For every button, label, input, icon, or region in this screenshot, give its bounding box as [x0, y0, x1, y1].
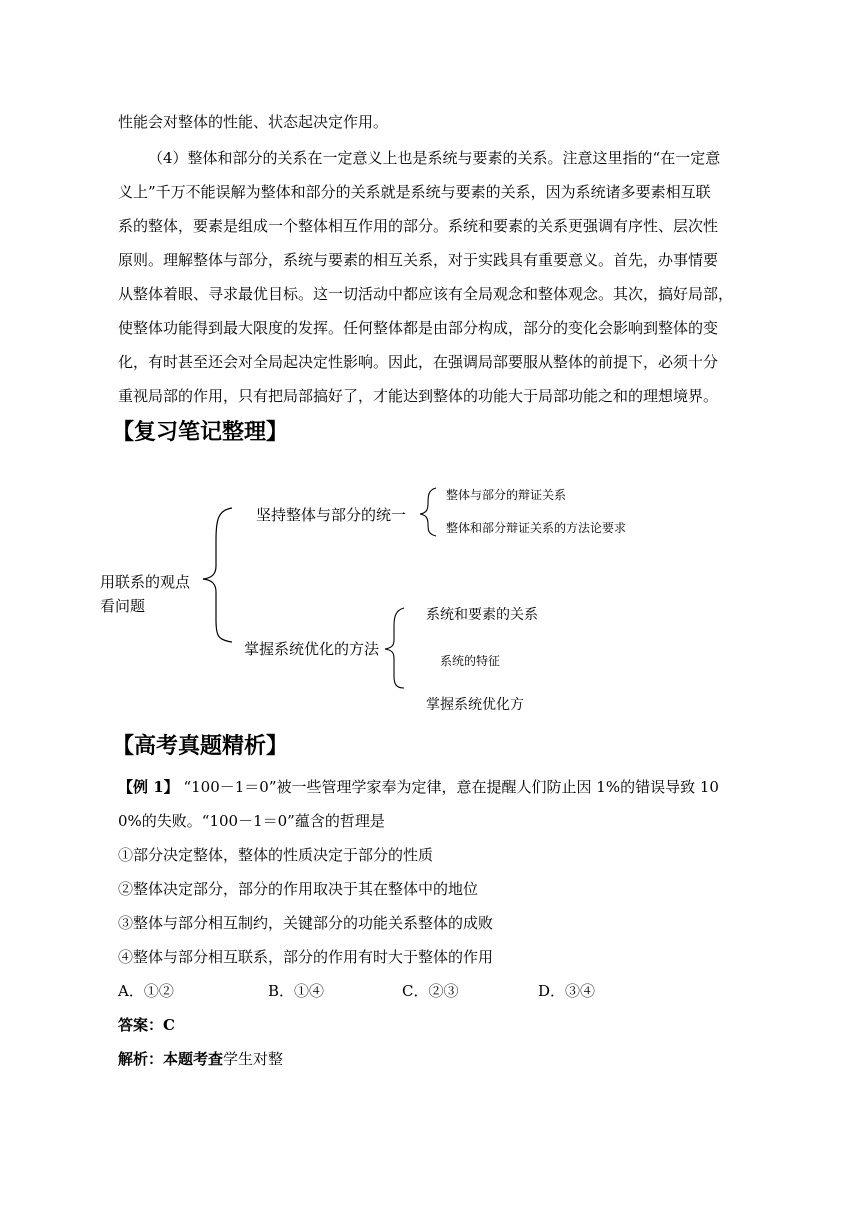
question-stem-line-1: [118, 777, 719, 797]
statement-item: ②整体决定部分，部分的作用取决于其在整体中的地位: [118, 880, 479, 898]
mindmap-leaf: 整体和部分辩证关系的方法论要求: [446, 521, 627, 535]
analysis-bold-text: 本题考查: [163, 1050, 224, 1068]
statement-item: ①部分决定整体，整体的性质决定于部分的性质: [118, 846, 434, 864]
paragraph-line: 使整体功能得到最大限度的发挥。任何整体都是由部分构成，部分的变化会影响到整体的变: [118, 319, 719, 337]
answer-value: C: [163, 1016, 175, 1034]
statement-item: ③整体与部分相互制约，关键部分的功能关系整体的成败: [118, 914, 494, 932]
section-title-exam: 【高考真题精析】: [112, 734, 289, 759]
option-b: B．①④: [268, 982, 325, 1000]
option-a: A．①②: [118, 982, 174, 1000]
stem-text: “100－1＝0”被一些管理学家奉为定律，意在提醒人们防止因 1%的错误导致 10: [183, 778, 719, 796]
statement-item: ④整体与部分相互联系，部分的作用有时大于整体的作用: [118, 948, 494, 966]
mindmap-branch-2: 掌握系统优化的方法: [244, 640, 380, 658]
question-stem-line-2: 0%的失败。“100－1＝0”蕴含的哲理是: [118, 812, 385, 830]
mindmap-leaf: 系统和要素的关系: [426, 607, 538, 623]
section-title-notes: 【复习笔记整理】: [112, 420, 289, 445]
continued-text-line: 性能会对整体的性能、状态起决定作用。: [118, 113, 389, 131]
paragraph-line: 化，有时甚至还会对全局起决定性影响。因此，在强调局部要服从整体的前提下，必须十分: [118, 353, 719, 371]
analysis-label: 解析：: [118, 1050, 164, 1068]
paragraph-line: 重视局部的作用，只有把局部搞好了，才能达到整体的功能大于局部功能之和的理想境界。: [118, 387, 719, 405]
mindmap-root: 用联系的观点看问题: [100, 573, 191, 615]
paragraph-line: 系的整体，要素是组成一个整体相互作用的部分。系统和要素的关系更强调有序性、层次性: [118, 217, 719, 235]
paragraph-line: 原则。理解整体与部分，系统与要素的相互关系，对于实践具有重要意义。首先，办事情要: [118, 251, 719, 269]
example-tag: 【例 1】: [118, 778, 179, 796]
option-c: C．②③: [402, 982, 459, 1000]
paragraph-line: 从整体着眼、寻求最优目标。这一切活动中都应该有全局观念和整体观念。其次，搞好局部，: [118, 285, 734, 303]
paragraph-line: （4）整体和部分的关系在一定意义上也是系统与要素的关系。注意这里指的“在一定意: [148, 149, 721, 167]
mindmap-leaf: 掌握系统优化方: [426, 697, 524, 713]
paragraph-line: 义上”千万不能误解为整体和部分的关系就是系统与要素的关系，因为系统诸多要素相互联: [118, 183, 711, 201]
answer-label: 答案：: [118, 1016, 164, 1034]
answer-line: [118, 1015, 175, 1035]
mindmap-leaf: 整体与部分的辩证关系: [446, 488, 567, 502]
mindmap-branch-1: 坚持整体与部分的统一: [256, 506, 407, 524]
analysis-text: 学生对整: [223, 1050, 284, 1068]
mindmap-leaf: 系统的特征: [440, 654, 501, 668]
analysis-line: [118, 1049, 283, 1069]
option-d: D．③④: [538, 982, 596, 1000]
